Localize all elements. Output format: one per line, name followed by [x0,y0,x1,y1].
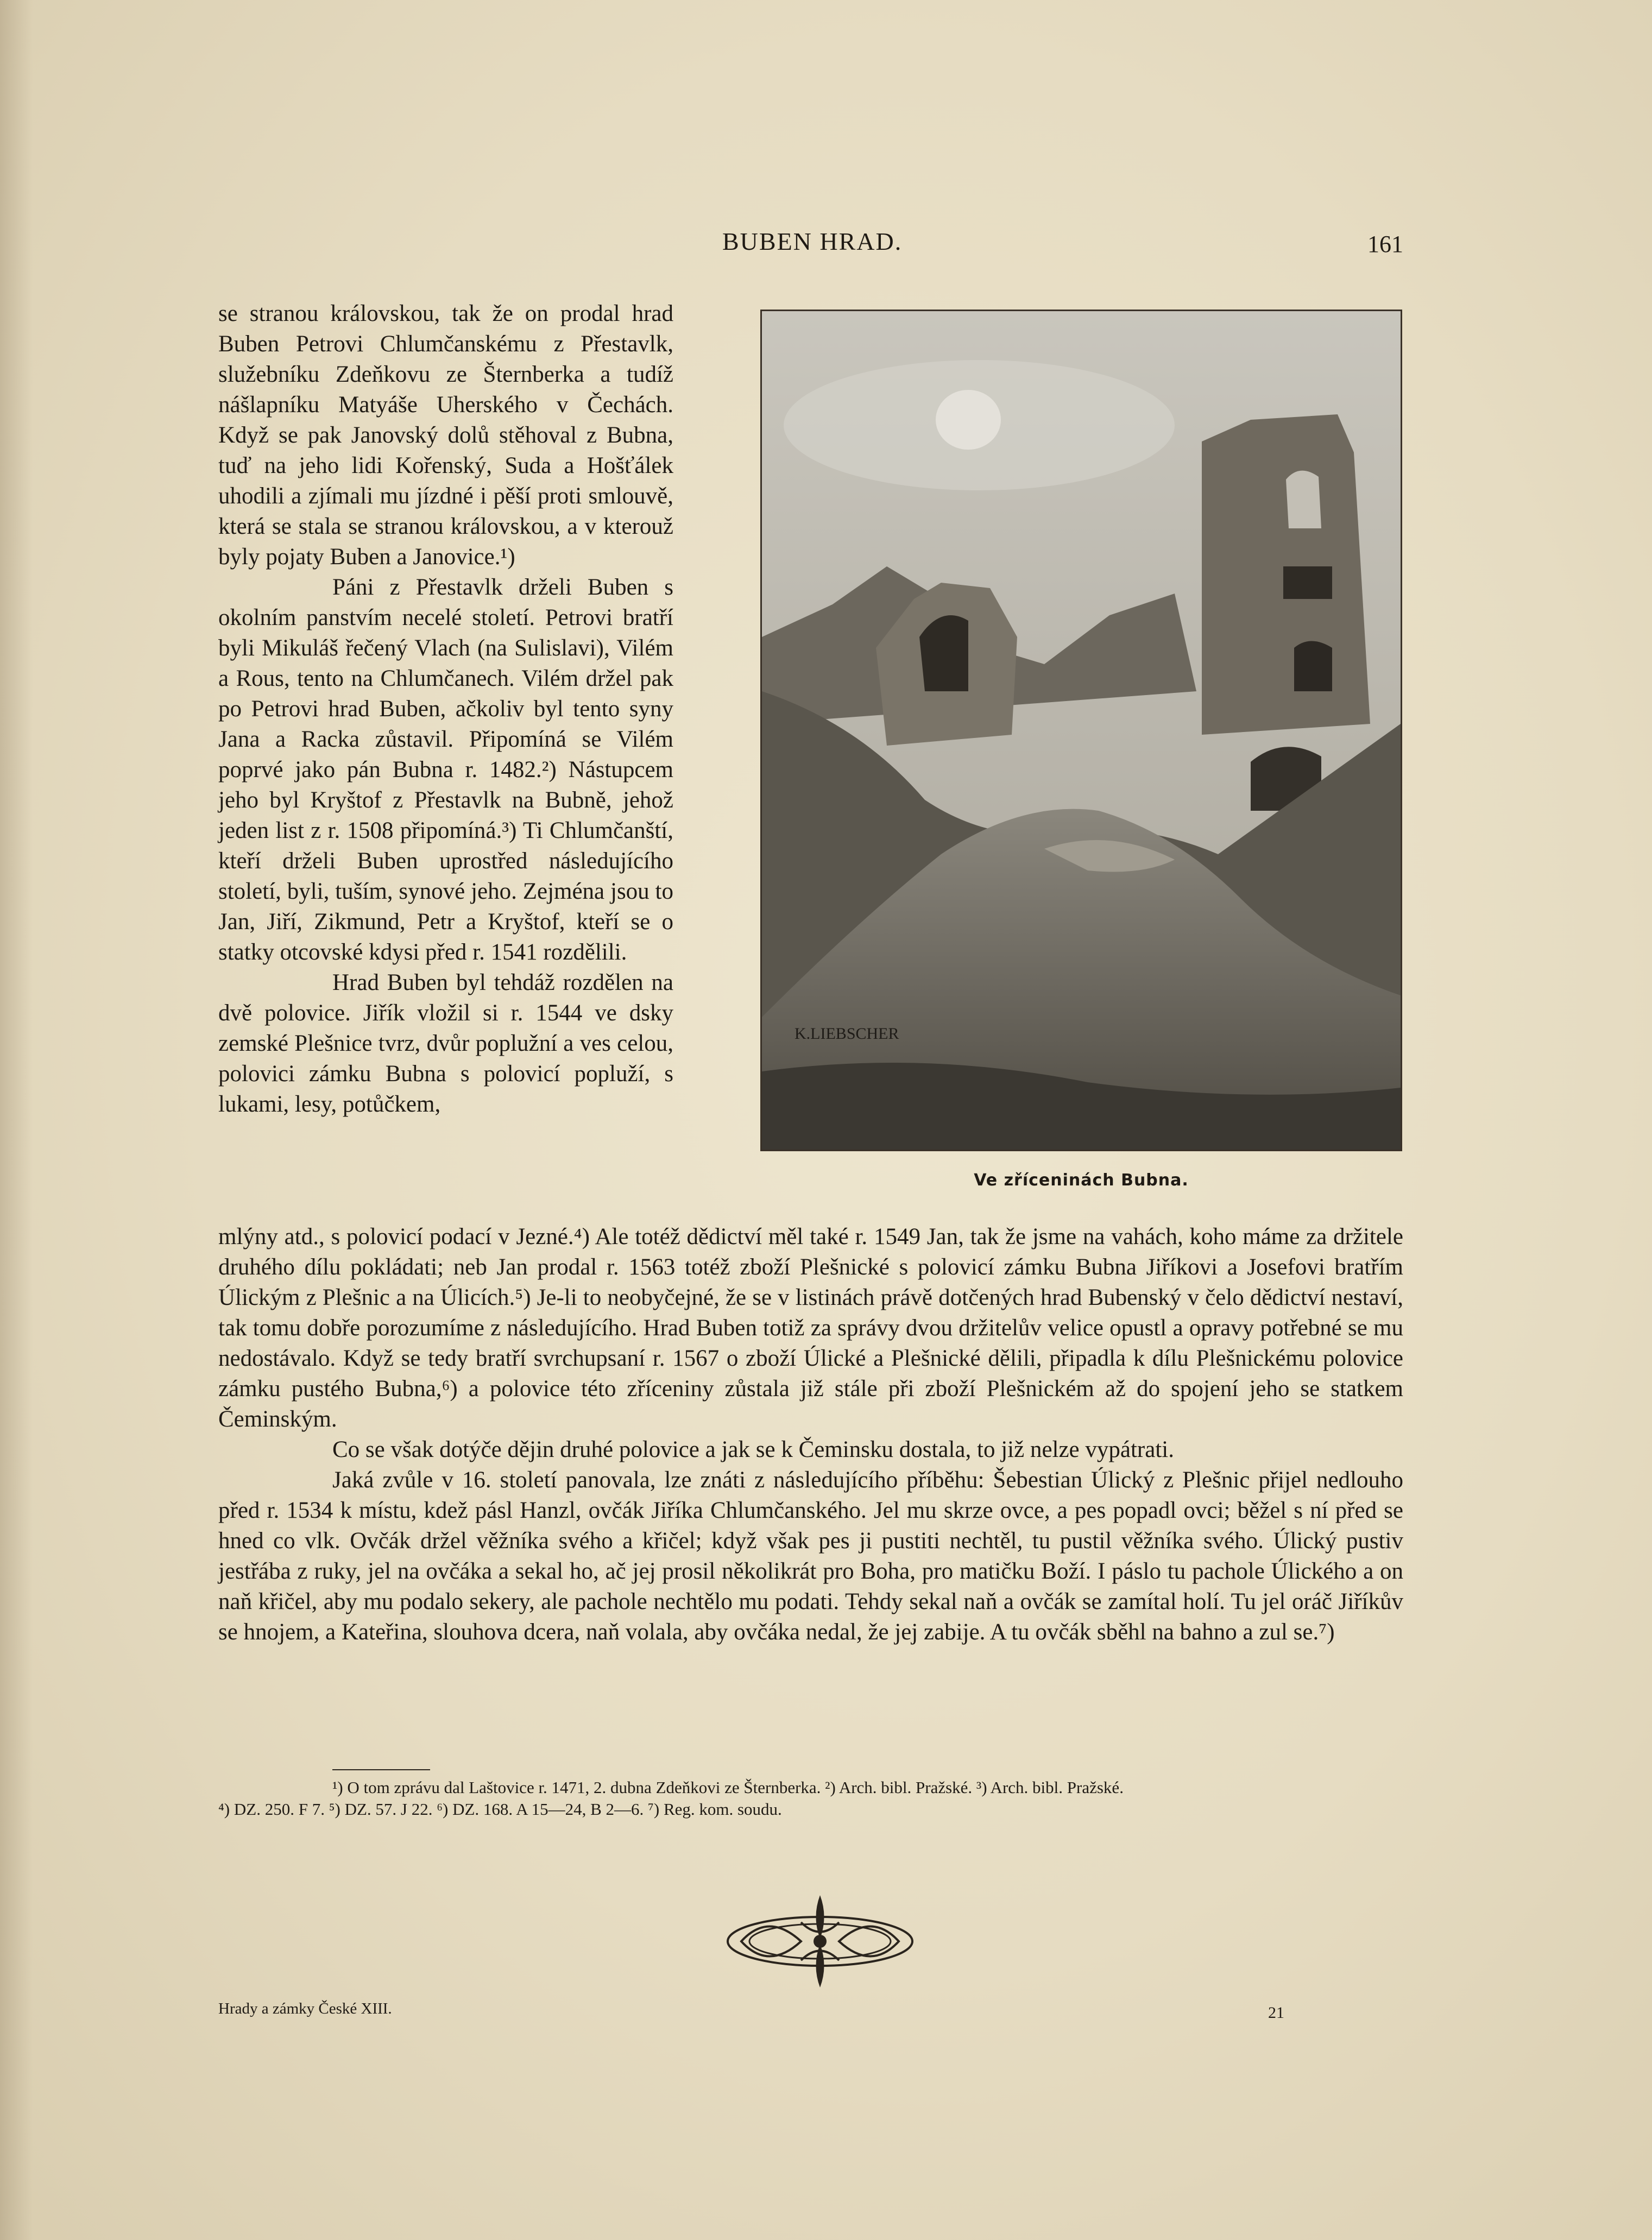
left-column [218,299,673,1120]
footnotes [218,1769,1403,1820]
figure-caption: Ve zříceninách Bubna. [974,1171,1189,1190]
ornament-vignette [720,1890,920,1993]
figure [760,310,1402,1190]
full-paragraph-1: mlýny atd., s polovicí podací v Jezné.⁴) Ale totéž dědictví měl také r. 1549 Jan, tak že jsme na vahách, koho máme za držitele druhého dílu pokládati; neb Jan prodal r. 1563 totéž zboží Plešnické s polovicí zámku Bubna Jiříkovi a Josefovi bratřím Úlickým z Plešnic a na Úlicích.⁵) Je-li to neobyčejné, že se v listinách právě dotčených hrad Bubenský v čelo dědictví nestaví, tak tomu dobře porozumíme z následujícího. Hrad Buben totiž za správy dvou držitelův velice opustl a opravy potřebné se mu nedostávalo. Když se tedy bratří svrchupsaní r. 1567 o zboží Úlické a Plešnické dělili, připadla k dílu Plešnickému polovice zámku pustého Bubna,⁶) a polovice této zříceniny zůstala již stále při zboží Plešnickém až do spojení jeho se statkem Čeminským. [218,1224,1403,1432]
artist-signature: K.LIEBSCHER [795,1025,899,1043]
full-paragraph-2: Co se však dotýče dějin druhé polovice a jak se k Čeminsku dostala, to již nelze vypátrati. [332,1437,1174,1462]
footnote-line-2: ⁴) DZ. 250. F 7. ⁵) DZ. 57. J 22. ⁶) DZ. 168. A 15—24, B 2—6. ⁷) Reg. kom. soudu. [218,1800,782,1819]
left-paragraph-1: se stranou královskou, tak že on prodal hrad Buben Petrovi Chlumčanskému z Přestavlk, služebníku Zdeňkovu ze Šternberka a tudíž nášlapníku Matyáše Uherského v Čechách. Když se pak Janovský dolů stěhoval z Bubna, tuď na jeho lidi Kořenský, Suda a Hošťálek uhodili a zjímali mu jízdné i pěší proti smlouvě, která se stala se stranou královskou, a v kterouž byly pojaty Buben a Janovice.¹) [218,301,673,570]
full-paragraph-3: Jaká zvůle v 16. století panovala, lze znáti z následujícího příběhu: Šebestian Úlický z Plešnic přijel nedlouho před r. 1534 k místu, kdež pásl Hanzl, ovčák Jiříka Chlumčanského. Jel mu skrze ovce, a pes popadl ovci; běžel s ní před se hned co vlk. Ovčák držel věžníka svého a křičel; když však pes ji pustiti nechtěl, tu pustil věžníka svého. Úlický pustiv jestřába z ruky, jel na ovčáka a sekal ho, ač jej prosil několikrát pro Boha, pro matičku Boží. I páslo tu pachole Úlického a on naň křičel, aby mu podalo sekery, ale pachole nechtělo mu podati. Tehdy sekal naň a ovčák se zamítal holí. Tu jel oráč Jiříkův se hnojem, a Kateřina, slouhova dcera, naň volala, aby ovčáka nedal, že jej zabije. A tu ovčák sběhl na bahno a zul se.⁷) [218,1467,1403,1645]
footnote-rule [332,1769,430,1770]
left-paragraph-3: Hrad Buben byl tehdáž rozdělen na dvě polovice. Jiřík vložil si r. 1544 ve dsky zemské Plešnice tvrz, dvůr poplužní a ves celou, polovici zámku Bubna s polovicí popluží, s lukami, lesy, potůčkem, [218,970,673,1117]
printer-signature-mark: Hrady a zámky České XIII. [218,2000,392,2017]
binding-edge [0,0,33,2240]
full-width-text [218,1222,1403,1648]
footnote-line-1: ¹) O tom zprávu dal Laštovice r. 1471, 2. dubna Zdeňkovi ze Šternberka. ²) Arch. bibl. Pražské. ³) Arch. bibl. Pražské. [332,1778,1124,1797]
left-paragraph-2: Páni z Přestavlk drželi Buben s okolním panstvím necelé století. Petrovi bratří byli Mikuláš řečený Vlach (na Sulislavi), Vilém a Rous, tento na Chlumčanech. Vilém držel pak po Petrovi hrad Buben, ačkoliv byl tento syny Jana a Racka zůstavil. Připomíná se Vilém poprvé jako pán Bubna r. 1482.²) Nástupcem jeho byl Kryštof z Přestavlk na Bubně, jehož jeden list z r. 1508 připomíná.³) Ti Chlumčanští, kteří drželi Buben uprostřed následujícího století, byli, tuším, synové jeho. Zejména jsou to Jan, Jiří, Zikmund, Petr a Kryštof, kteří se o statky otcovské kdysi před r. 1541 rozdělili. [218,575,673,965]
page-number: 161 [1367,231,1403,257]
castle-ruin-illustration [760,310,1402,1151]
running-head: BUBEN HRAD. [722,228,903,255]
printer-signature-number: 21 [1268,2004,1284,2022]
